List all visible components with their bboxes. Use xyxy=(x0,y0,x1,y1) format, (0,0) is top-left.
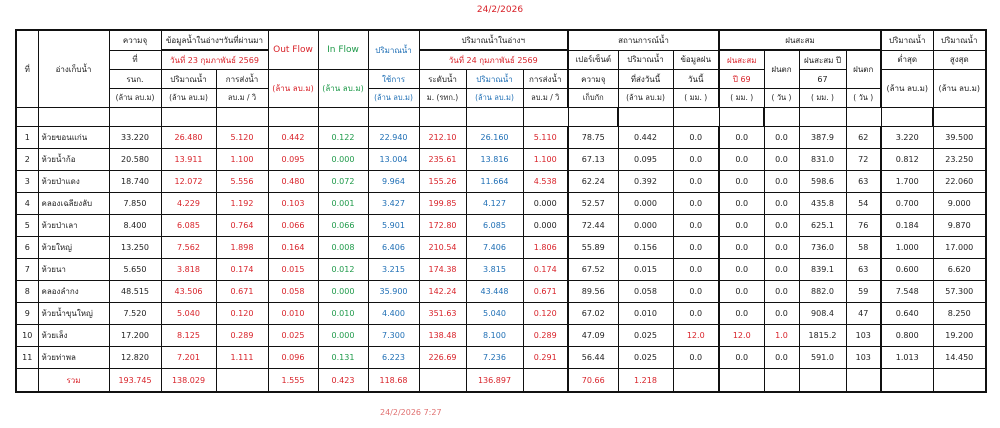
prev-release: 5.120 xyxy=(216,127,268,149)
rain-days-69: 0.0 xyxy=(764,127,799,149)
prev-release: 1.100 xyxy=(216,149,268,171)
outflow: 0.480 xyxy=(268,171,318,193)
usable-volume: 6.223 xyxy=(368,347,419,369)
rain-today: 0.0 xyxy=(673,237,719,259)
current-volume: 4.127 xyxy=(466,193,523,215)
percent-capacity: 72.44 xyxy=(568,215,618,237)
max-volume: 14.450 xyxy=(933,347,986,369)
usable-volume: 7.300 xyxy=(368,325,419,347)
usable-volume: 6.406 xyxy=(368,237,419,259)
rain-67: 831.0 xyxy=(799,149,846,171)
header-rain69-1: ฝนสะสม xyxy=(719,50,764,70)
total-capacity: 193.745 xyxy=(109,369,161,393)
header-no: ที่ xyxy=(16,30,38,108)
table-row xyxy=(16,149,986,171)
water-level: 174.38 xyxy=(419,259,466,281)
rain-today: 0.0 xyxy=(673,215,719,237)
released-today: 0.156 xyxy=(618,237,673,259)
rain-today: 0.0 xyxy=(673,259,719,281)
row-no: 3 xyxy=(16,171,38,193)
rain-today: 0.0 xyxy=(673,149,719,171)
table-row xyxy=(16,325,986,347)
released-today: 0.025 xyxy=(618,347,673,369)
released-today: 0.442 xyxy=(618,127,673,149)
rain-days-67: 103 xyxy=(846,325,881,347)
rain-67: 435.8 xyxy=(799,193,846,215)
spacer-row xyxy=(16,108,986,127)
water-level: 199.85 xyxy=(419,193,466,215)
current-release: 0.120 xyxy=(523,303,568,325)
rain-67: 1815.2 xyxy=(799,325,846,347)
min-volume: 1.013 xyxy=(881,347,933,369)
max-volume: 9.000 xyxy=(933,193,986,215)
rain-67: 736.0 xyxy=(799,237,846,259)
current-volume: 13.816 xyxy=(466,149,523,171)
header-reservoir: อ่างเก็บน้ำ xyxy=(38,30,109,108)
table-row xyxy=(16,347,986,369)
header-percent-3: เก็บกัก xyxy=(568,89,618,108)
reservoir-name: ห้วยเล็ง xyxy=(38,325,109,347)
table-row xyxy=(16,303,986,325)
current-volume: 26.160 xyxy=(466,127,523,149)
header-cur-release-1: การส่งน้ำ xyxy=(523,70,568,89)
current-release: 1.100 xyxy=(523,149,568,171)
header-prev-release-unit: ลบ.ม / วิ xyxy=(216,89,268,108)
header-max-2: สูงสุด xyxy=(933,50,986,70)
percent-capacity: 78.75 xyxy=(568,127,618,149)
usable-volume: 3.215 xyxy=(368,259,419,281)
total-row xyxy=(16,369,986,393)
current-volume: 43.448 xyxy=(466,281,523,303)
current-release: 0.671 xyxy=(523,281,568,303)
total-usable: 118.68 xyxy=(368,369,419,393)
rain-67: 598.6 xyxy=(799,171,846,193)
row-no: 8 xyxy=(16,281,38,303)
inflow: 0.001 xyxy=(318,193,368,215)
rain-days-67: 58 xyxy=(846,237,881,259)
prev-volume: 7.562 xyxy=(161,237,216,259)
inflow: 0.000 xyxy=(318,281,368,303)
rain-67: 625.1 xyxy=(799,215,846,237)
rain-69: 0.0 xyxy=(719,281,764,303)
capacity: 48.515 xyxy=(109,281,161,303)
outflow: 0.103 xyxy=(268,193,318,215)
inflow: 0.000 xyxy=(318,149,368,171)
table-row xyxy=(16,237,986,259)
prev-release: 0.289 xyxy=(216,325,268,347)
prev-volume: 13.911 xyxy=(161,149,216,171)
prev-release: 1.111 xyxy=(216,347,268,369)
rain-today: 0.0 xyxy=(673,281,719,303)
water-level: 235.61 xyxy=(419,149,466,171)
released-today: 0.010 xyxy=(618,303,673,325)
header-prev-date: วันที่ 23 กุมภาพันธ์ 2569 xyxy=(161,50,268,70)
inflow: 0.012 xyxy=(318,259,368,281)
inflow: 0.072 xyxy=(318,171,368,193)
prev-release: 1.898 xyxy=(216,237,268,259)
rain-69: 0.0 xyxy=(719,259,764,281)
water-level: 226.69 xyxy=(419,347,466,369)
total-released: 1.218 xyxy=(618,369,673,393)
outflow: 0.066 xyxy=(268,215,318,237)
reservoir-name: คลองลำกง xyxy=(38,281,109,303)
total-cur-volume: 136.897 xyxy=(466,369,523,393)
rain-days-69: 0.0 xyxy=(764,347,799,369)
header-max-unit: (ล้าน ลบ.ม) xyxy=(933,70,986,108)
water-level: 142.24 xyxy=(419,281,466,303)
header-cur-release-unit: ลบ.ม / วิ xyxy=(523,89,568,108)
header-prev-group: ข้อมูลน้ำในอ่างฯวันที่ผ่านมา xyxy=(161,30,268,50)
header-raindays69-unit: ( วัน ) xyxy=(764,89,799,108)
rain-days-69: 0.0 xyxy=(764,193,799,215)
percent-capacity: 67.02 xyxy=(568,303,618,325)
row-no: 9 xyxy=(16,303,38,325)
max-volume: 22.060 xyxy=(933,171,986,193)
header-rain-today-unit: ( มม. ) xyxy=(673,89,719,108)
outflow: 0.164 xyxy=(268,237,318,259)
current-volume: 7.236 xyxy=(466,347,523,369)
header-capacity-unit: (ล้าน ลบ.ม) xyxy=(109,89,161,108)
rain-days-67: 59 xyxy=(846,281,881,303)
header-rain-today-1: ข้อมูลฝน xyxy=(673,50,719,70)
percent-capacity: 67.52 xyxy=(568,259,618,281)
prev-volume: 43.506 xyxy=(161,281,216,303)
rain-69: 0.0 xyxy=(719,215,764,237)
current-volume: 6.085 xyxy=(466,215,523,237)
min-volume: 0.184 xyxy=(881,215,933,237)
released-today: 0.095 xyxy=(618,149,673,171)
prev-volume: 4.229 xyxy=(161,193,216,215)
header-min-1: ปริมาณน้ำ xyxy=(881,30,933,50)
percent-capacity: 52.57 xyxy=(568,193,618,215)
min-volume: 1.700 xyxy=(881,171,933,193)
reservoir-name: ห้วยน้ำก้อ xyxy=(38,149,109,171)
min-volume: 0.600 xyxy=(881,259,933,281)
rain-days-67: 63 xyxy=(846,259,881,281)
released-today: 0.015 xyxy=(618,259,673,281)
current-release: 0.000 xyxy=(523,193,568,215)
min-volume: 0.812 xyxy=(881,149,933,171)
capacity: 5.650 xyxy=(109,259,161,281)
rain-69: 0.0 xyxy=(719,237,764,259)
rain-69: 0.0 xyxy=(719,347,764,369)
row-no: 5 xyxy=(16,215,38,237)
prev-release: 0.120 xyxy=(216,303,268,325)
total-prev-volume: 138.029 xyxy=(161,369,216,393)
inflow: 0.010 xyxy=(318,303,368,325)
header-rain-group: ฝนสะสม xyxy=(719,30,881,50)
min-volume: 0.800 xyxy=(881,325,933,347)
header-min-2: ต่ำสุด xyxy=(881,50,933,70)
current-volume: 7.406 xyxy=(466,237,523,259)
header-cur-volume-1: ปริมาณน้ำ xyxy=(466,70,523,89)
header-cur-volume-unit: (ล้าน ลบ.ม) xyxy=(466,89,523,108)
current-release: 0.291 xyxy=(523,347,568,369)
usable-volume: 22.940 xyxy=(368,127,419,149)
header-prev-release-1: การส่งน้ำ xyxy=(216,70,268,89)
header-capacity-1: ความจุ xyxy=(109,30,161,50)
header-rain69-2: ปี 69 xyxy=(719,70,764,89)
current-release: 0.289 xyxy=(523,325,568,347)
total-label: รวม xyxy=(38,369,109,393)
rain-days-67: 63 xyxy=(846,171,881,193)
rain-67: 591.0 xyxy=(799,347,846,369)
rain-today: 12.0 xyxy=(673,325,719,347)
header-usable-unit: (ล้าน ลบ.ม) xyxy=(368,89,419,108)
water-level: 138.48 xyxy=(419,325,466,347)
usable-volume: 3.427 xyxy=(368,193,419,215)
reservoir-name: ห้วยป่าแดง xyxy=(38,171,109,193)
capacity: 12.820 xyxy=(109,347,161,369)
reservoir-name: ห้วยนา xyxy=(38,259,109,281)
rain-days-67: 62 xyxy=(846,127,881,149)
min-volume: 0.700 xyxy=(881,193,933,215)
inflow: 0.008 xyxy=(318,237,368,259)
header-capacity-3: รนก. xyxy=(109,70,161,89)
header-max-1: ปริมาณน้ำ xyxy=(933,30,986,50)
rain-today: 0.0 xyxy=(673,127,719,149)
row-no: 4 xyxy=(16,193,38,215)
percent-capacity: 47.09 xyxy=(568,325,618,347)
released-today: 0.392 xyxy=(618,171,673,193)
reservoir-table xyxy=(15,29,987,393)
current-volume: 8.100 xyxy=(466,325,523,347)
rain-days-67: 47 xyxy=(846,303,881,325)
rain-67: 908.4 xyxy=(799,303,846,325)
outflow: 0.010 xyxy=(268,303,318,325)
rain-today: 0.0 xyxy=(673,347,719,369)
water-level: 212.10 xyxy=(419,127,466,149)
prev-volume: 6.085 xyxy=(161,215,216,237)
rain-69: 0.0 xyxy=(719,193,764,215)
current-release: 1.806 xyxy=(523,237,568,259)
reservoir-name: ห้วยใหญ่ xyxy=(38,237,109,259)
percent-capacity: 89.56 xyxy=(568,281,618,303)
header-raindays67-unit: ( วัน ) xyxy=(846,89,881,108)
rain-days-69: 0.0 xyxy=(764,259,799,281)
current-volume: 11.664 xyxy=(466,171,523,193)
capacity: 20.580 xyxy=(109,149,161,171)
header-rain67-unit: ( มม. ) xyxy=(799,89,846,108)
capacity: 8.400 xyxy=(109,215,161,237)
current-release: 5.110 xyxy=(523,127,568,149)
header-cur-date: วันที่ 24 กุมภาพันธ์ 2569 xyxy=(419,50,568,70)
rain-today: 0.0 xyxy=(673,303,719,325)
header-capacity-2: ที่ xyxy=(109,50,161,70)
header-rain-today-2: วันนี้ xyxy=(673,70,719,89)
total-outflow: 1.555 xyxy=(268,369,318,393)
outflow: 0.058 xyxy=(268,281,318,303)
header-inflow-unit: (ล้าน ลบ.ม) xyxy=(318,70,368,108)
outflow: 0.442 xyxy=(268,127,318,149)
row-no: 2 xyxy=(16,149,38,171)
table-row xyxy=(16,259,986,281)
header-rain67-2: 67 xyxy=(799,70,846,89)
header-released-1: ปริมาณน้ำ xyxy=(618,50,673,70)
inflow: 0.131 xyxy=(318,347,368,369)
usable-volume: 13.004 xyxy=(368,149,419,171)
prev-release: 5.556 xyxy=(216,171,268,193)
water-level: 351.63 xyxy=(419,303,466,325)
max-volume: 8.250 xyxy=(933,303,986,325)
rain-69: 0.0 xyxy=(719,149,764,171)
usable-volume: 4.400 xyxy=(368,303,419,325)
row-no: 11 xyxy=(16,347,38,369)
table-row xyxy=(16,171,986,193)
percent-capacity: 67.13 xyxy=(568,149,618,171)
prev-volume: 26.480 xyxy=(161,127,216,149)
header-percent-1: เปอร์เซ็นต์ xyxy=(568,50,618,70)
row-no: 6 xyxy=(16,237,38,259)
rain-67: 882.0 xyxy=(799,281,846,303)
header-rain69-unit: ( มม. ) xyxy=(719,89,764,108)
header-usable-2: ใช้การ xyxy=(368,70,419,89)
usable-volume: 5.901 xyxy=(368,215,419,237)
water-level: 172.80 xyxy=(419,215,466,237)
capacity: 18.740 xyxy=(109,171,161,193)
header-min-unit: (ล้าน ลบ.ม) xyxy=(881,70,933,108)
rain-67: 839.1 xyxy=(799,259,846,281)
min-volume: 3.220 xyxy=(881,127,933,149)
max-volume: 23.250 xyxy=(933,149,986,171)
prev-volume: 5.040 xyxy=(161,303,216,325)
water-level: 155.26 xyxy=(419,171,466,193)
header-outflow-unit: (ล้าน ลบ.ม) xyxy=(268,70,318,108)
rain-days-69: 0.0 xyxy=(764,215,799,237)
rain-days-67: 103 xyxy=(846,347,881,369)
total-percent: 70.66 xyxy=(568,369,618,393)
rain-69: 0.0 xyxy=(719,127,764,149)
prev-volume: 12.072 xyxy=(161,171,216,193)
table-row xyxy=(16,215,986,237)
max-volume: 6.620 xyxy=(933,259,986,281)
rain-days-67: 54 xyxy=(846,193,881,215)
prev-volume: 8.125 xyxy=(161,325,216,347)
water-level: 210.54 xyxy=(419,237,466,259)
header-cur-group: ปริมาณน้ำในอ่างฯ xyxy=(419,30,568,50)
min-volume: 0.640 xyxy=(881,303,933,325)
inflow: 0.000 xyxy=(318,325,368,347)
rain-days-69: 0.0 xyxy=(764,171,799,193)
min-volume: 7.548 xyxy=(881,281,933,303)
max-volume: 39.500 xyxy=(933,127,986,149)
current-volume: 5.040 xyxy=(466,303,523,325)
report-date: 24/2/2026 xyxy=(476,5,524,15)
inflow: 0.122 xyxy=(318,127,368,149)
header-percent-2: ความจุ xyxy=(568,70,618,89)
prev-release: 1.192 xyxy=(216,193,268,215)
current-release: 0.174 xyxy=(523,259,568,281)
rain-days-67: 76 xyxy=(846,215,881,237)
table-row xyxy=(16,281,986,303)
footer-timestamp: 24/2/2026 7:27 xyxy=(380,408,442,417)
prev-release: 0.764 xyxy=(216,215,268,237)
capacity: 17.200 xyxy=(109,325,161,347)
header-status-group: สถานการณ์น้ำ xyxy=(568,30,719,50)
released-today: 0.000 xyxy=(618,215,673,237)
header-outflow: Out Flow xyxy=(268,30,318,70)
reservoir-name: คลองเฉลียงลับ xyxy=(38,193,109,215)
header-released-unit: (ล้าน ลบ.ม) xyxy=(618,89,673,108)
rain-today: 0.0 xyxy=(673,193,719,215)
reservoir-name: ห้วยป่าเลา xyxy=(38,215,109,237)
prev-volume: 3.818 xyxy=(161,259,216,281)
current-release: 4.538 xyxy=(523,171,568,193)
table-row xyxy=(16,193,986,215)
inflow: 0.066 xyxy=(318,215,368,237)
prev-volume: 7.201 xyxy=(161,347,216,369)
reservoir-name: ห้วยน้ำขุนใหญ่ xyxy=(38,303,109,325)
header-prev-volume-unit: (ล้าน ลบ.ม) xyxy=(161,89,216,108)
percent-capacity: 55.89 xyxy=(568,237,618,259)
header-rain67-1: ฝนสะสม ปี xyxy=(799,50,846,70)
rain-days-67: 72 xyxy=(846,149,881,171)
row-no: 10 xyxy=(16,325,38,347)
released-today: 0.000 xyxy=(618,193,673,215)
row-no: 1 xyxy=(16,127,38,149)
rain-69: 0.0 xyxy=(719,171,764,193)
min-volume: 1.000 xyxy=(881,237,933,259)
reservoir-name: ห้วยท่าพล xyxy=(38,347,109,369)
prev-release: 0.671 xyxy=(216,281,268,303)
header-inflow: In Flow xyxy=(318,30,368,70)
header-prev-volume-1: ปริมาณน้ำ xyxy=(161,70,216,89)
outflow: 0.025 xyxy=(268,325,318,347)
rain-69: 0.0 xyxy=(719,303,764,325)
header-released-2: ที่ส่งวันนี้ xyxy=(618,70,673,89)
capacity: 33.220 xyxy=(109,127,161,149)
rain-today: 0.0 xyxy=(673,171,719,193)
prev-release: 0.174 xyxy=(216,259,268,281)
percent-capacity: 56.44 xyxy=(568,347,618,369)
rain-67: 387.9 xyxy=(799,127,846,149)
max-volume: 9.870 xyxy=(933,215,986,237)
outflow: 0.096 xyxy=(268,347,318,369)
outflow: 0.095 xyxy=(268,149,318,171)
percent-capacity: 62.24 xyxy=(568,171,618,193)
usable-volume: 35.900 xyxy=(368,281,419,303)
rain-days-69: 0.0 xyxy=(764,237,799,259)
row-no: 7 xyxy=(16,259,38,281)
rain-days-69: 1.0 xyxy=(764,325,799,347)
header-raindays67: ฝนตก xyxy=(846,50,881,89)
max-volume: 19.200 xyxy=(933,325,986,347)
current-release: 0.000 xyxy=(523,215,568,237)
header-raindays69: ฝนตก xyxy=(764,50,799,89)
header-usable: ปริมาณน้ำ xyxy=(368,30,419,70)
outflow: 0.015 xyxy=(268,259,318,281)
current-volume: 3.815 xyxy=(466,259,523,281)
released-today: 0.058 xyxy=(618,281,673,303)
usable-volume: 9.964 xyxy=(368,171,419,193)
header-cur-level-unit: ม. (รทก.) xyxy=(419,89,466,108)
reservoir-name: ห้วยขอนแก่น xyxy=(38,127,109,149)
capacity: 13.250 xyxy=(109,237,161,259)
max-volume: 57.300 xyxy=(933,281,986,303)
table-row xyxy=(16,127,986,149)
rain-days-69: 0.0 xyxy=(764,149,799,171)
capacity: 7.520 xyxy=(109,303,161,325)
released-today: 0.025 xyxy=(618,325,673,347)
header-cur-level-1: ระดับน้ำ xyxy=(419,70,466,89)
rain-69: 12.0 xyxy=(719,325,764,347)
total-inflow: 0.423 xyxy=(318,369,368,393)
rain-days-69: 0.0 xyxy=(764,303,799,325)
max-volume: 17.000 xyxy=(933,237,986,259)
capacity: 7.850 xyxy=(109,193,161,215)
rain-days-69: 0.0 xyxy=(764,281,799,303)
